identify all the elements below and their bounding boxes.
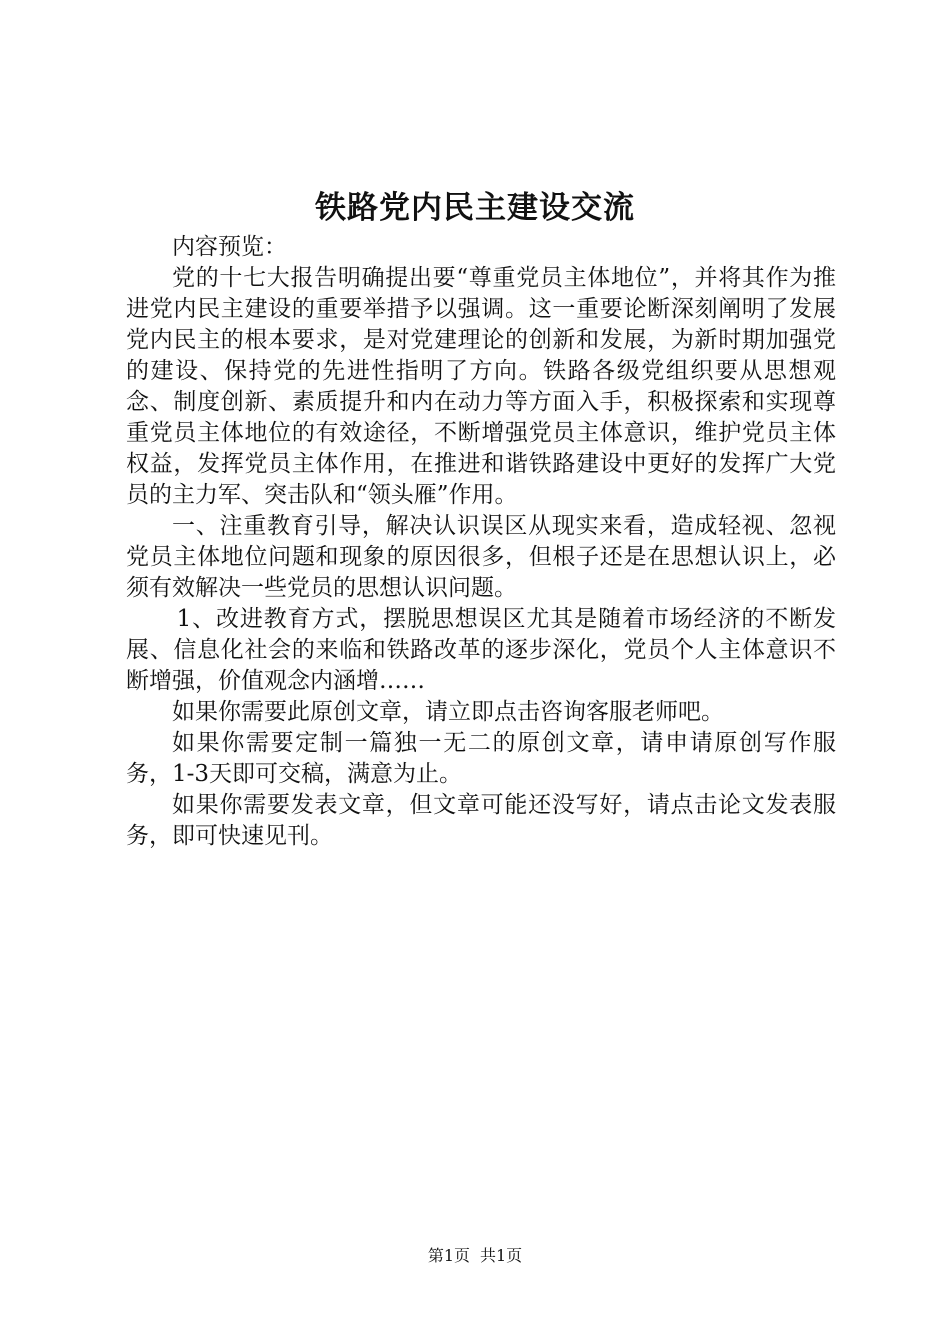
page-title: 铁路党内民主建设交流 [315,190,635,226]
intro-paragraph: 党的十七大报告明确提出要“尊重党员主体地位”，并将其作为推进党内民主建设的重要举措予以强调。这一重要论断深刻阐明了发展党内民主的根本要求，是对党建理论的创新和发展，为新时期加强党的建设、保持党的先进性指明了方向。铁路各级党组织要从思想观念、制度创新、素质提升和内在动力等方面入手，积极探索和实现尊重党员主体地位的有效途径，不断增强党员主体意识，维护党员主体权益，发挥党员主体作用，在推进和谐铁路建设中更好的发挥广大党员的主力军、突击队和“领头雁”作用。 [126,265,836,508]
publish-paragraph: 如果你需要发表文章，但文章可能还没写好，请点击论文发表服务，即可快速见刊。 [126,792,836,849]
page-number: 第1页 [427,1246,470,1265]
page-total: 共1页 [480,1246,523,1265]
section-one-paragraph: 一、注重教育引导，解决认识误区从现实来看，造成轻视、忽视党员主体地位问题和现象的原因很多，但根子还是在思想认识上，必须有效解决一些党员的思想认识问题。 [126,513,836,601]
custom-writing-paragraph: 如果你需要定制一篇独一无二的原创文章，请申请原创写作服务，1-3天即可交稿，满意为止。 [126,730,836,787]
consult-paragraph: 如果你需要此原创文章，请立即点击咨询客服老师吧。 [172,699,724,725]
document-body [126,232,836,852]
subsection-one-paragraph: 1、改进教育方式，摆脱思想误区尤其是随着市场经济的不断发展、信息化社会的来临和铁路改革的逐步深化，党员个人主体意识不断增强，价值观念内涵增…… [126,606,836,694]
page-footer [0,1245,950,1267]
preview-label: 内容预览： [172,234,287,260]
